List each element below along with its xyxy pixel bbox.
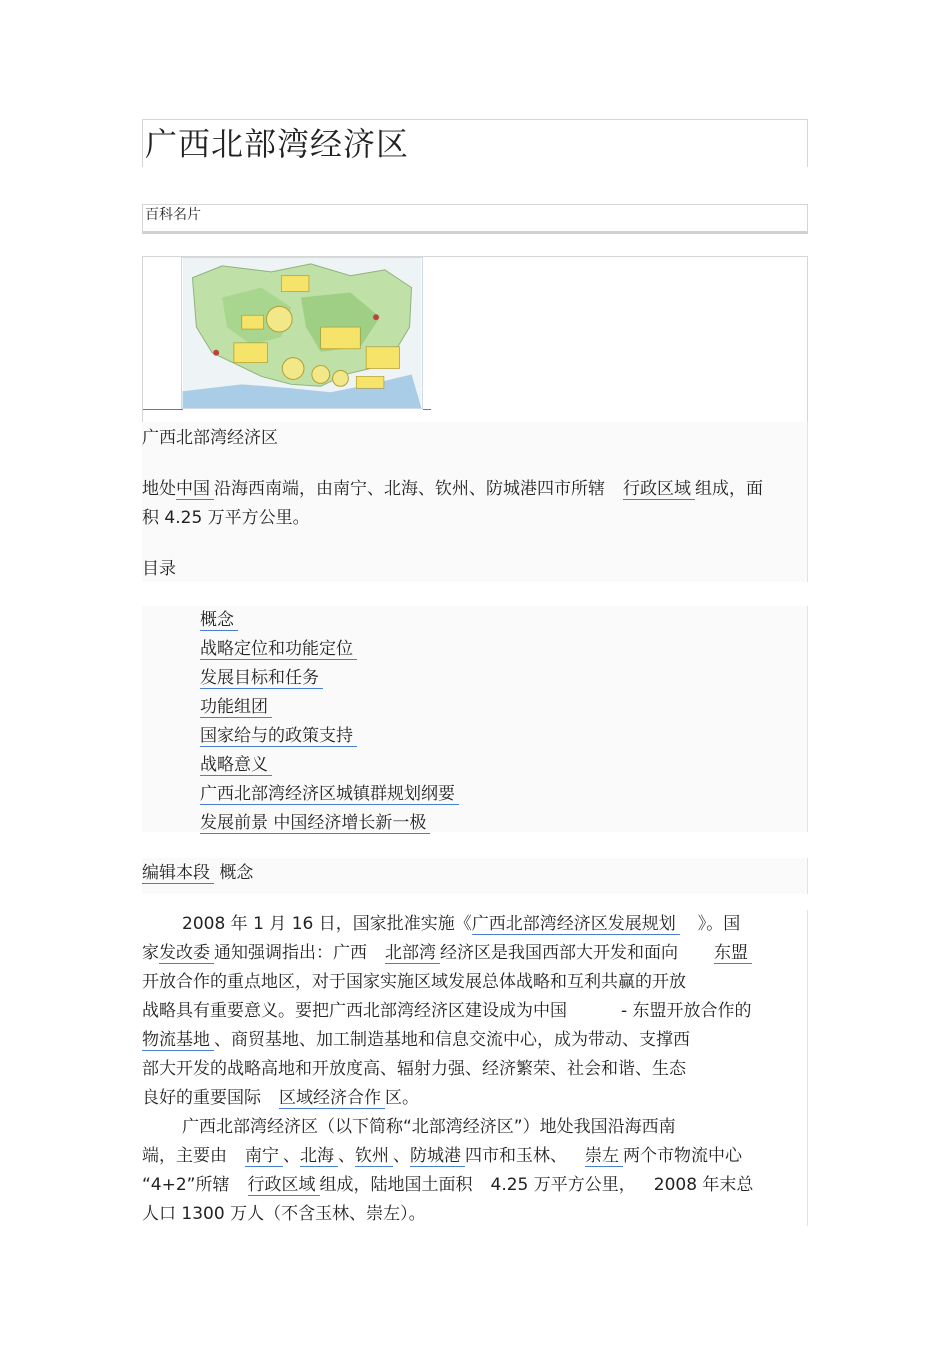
toc-item-goals-tasks[interactable]: 发展目标和任务 [200,668,323,689]
toc-label: 目录 [142,559,176,579]
link-ndrc[interactable]: 发改委 [159,943,214,964]
link-admin-region[interactable]: 行政区域 [623,479,695,500]
link-development-plan[interactable]: 广西北部湾经济区发展规划 [472,914,680,935]
para1-line7: 良好的重要国际 区域经济合作 区。 [142,1088,419,1108]
summary-line-2: 积 4.25 万平方公里。 [142,508,310,528]
para2-line3: “4+2”所辖 行政区域 组成，陆地国土面积 4.25 万平方公里， 2008 年末总 [142,1175,754,1195]
para2-line1: 广西北部湾经济区（以下简称“北部湾经济区”）地处我国沿海西南 [182,1117,676,1137]
para1-line2: 家发改委 通知强调指出：广西 北部湾 经济区是我国西部大开发和面向 东盟 [142,939,807,968]
para2-line4: 人口 1300 万人（不含玉林、崇左）。 [142,1204,426,1224]
link-asean[interactable]: 东盟 [714,943,752,964]
baike-card-header [142,204,808,234]
para1-line3: 开放合作的重点地区，对于国家实施区域发展总体战略和互利共赢的开放 [142,972,686,992]
toc-item-function-groups[interactable]: 功能组团 [200,697,272,718]
link-regional-cooperation[interactable]: 区域经济合作 [279,1088,385,1109]
link-admin-region-2[interactable]: 行政区域 [248,1175,320,1196]
toc-item-outlook[interactable]: 发展前景 中国经济增长新一极 [200,813,430,834]
card-label: 百科名片 [145,207,201,223]
link-beibu-gulf[interactable]: 北部湾 [385,943,440,964]
link-fangchenggang[interactable]: 防城港 [410,1146,465,1167]
link-china[interactable]: 中国 [176,479,214,500]
section-heading: 概念 [219,863,254,883]
table-of-contents [142,606,808,832]
para1-line5: 物流基地 、商贸基地、加工制造基地和信息交流中心，成为带动、支撑西 [142,1030,690,1050]
image-caption: 广西北部湾经济区 [142,428,278,448]
image-box [142,256,808,422]
summary-line-1: 地处中国 沿海西南端，由南宁、北海、钦州、防城港四市所辖 行政区域 组成，面 [142,479,763,499]
article-title-box [142,119,808,167]
link-qinzhou[interactable]: 钦州 [355,1146,393,1167]
image-link-underline-left [143,409,183,410]
summary-section [142,422,808,582]
link-nanning[interactable]: 南宁 [245,1146,283,1167]
link-logistics-base[interactable]: 物流基地 [142,1030,214,1051]
para1-line1: 2008 年 1 月 16 日，国家批准实施《广西北部湾经济区发展规划 》。国 [182,914,741,934]
para1-line4: 战略具有重要意义。要把广西北部湾经济区建设成为中国 - 东盟开放合作的 [142,1001,752,1021]
link-beihai[interactable]: 北海 [300,1146,338,1167]
toc-item-strategic-significance[interactable]: 战略意义 [200,755,272,776]
para1-line6: 部大开发的战略高地和开放度高、辐射力强、经济繁荣、社会和谐、生态 [142,1059,686,1079]
region-map-image[interactable] [181,257,423,409]
section-header [142,858,808,894]
edit-section-link[interactable]: 编辑本段 [142,863,214,884]
toc-item-policy-support[interactable]: 国家给与的政策支持 [200,726,357,747]
concept-body [142,910,808,1226]
toc-item-urban-plan[interactable]: 广西北部湾经济区城镇群规划纲要 [200,784,459,805]
page-title: 广西北部湾经济区 [145,125,410,163]
link-chongzuo[interactable]: 崇左 [585,1146,623,1167]
para2-line2: 端，主要由 南宁 、北海 、钦州 、防城港 四市和玉林、 崇左 两个市物流中心 [142,1146,742,1166]
toc-item-strategic-positioning[interactable]: 战略定位和功能定位 [200,639,357,660]
image-link-underline-right [423,409,431,410]
toc-item-concept[interactable]: 概念 [200,610,238,631]
